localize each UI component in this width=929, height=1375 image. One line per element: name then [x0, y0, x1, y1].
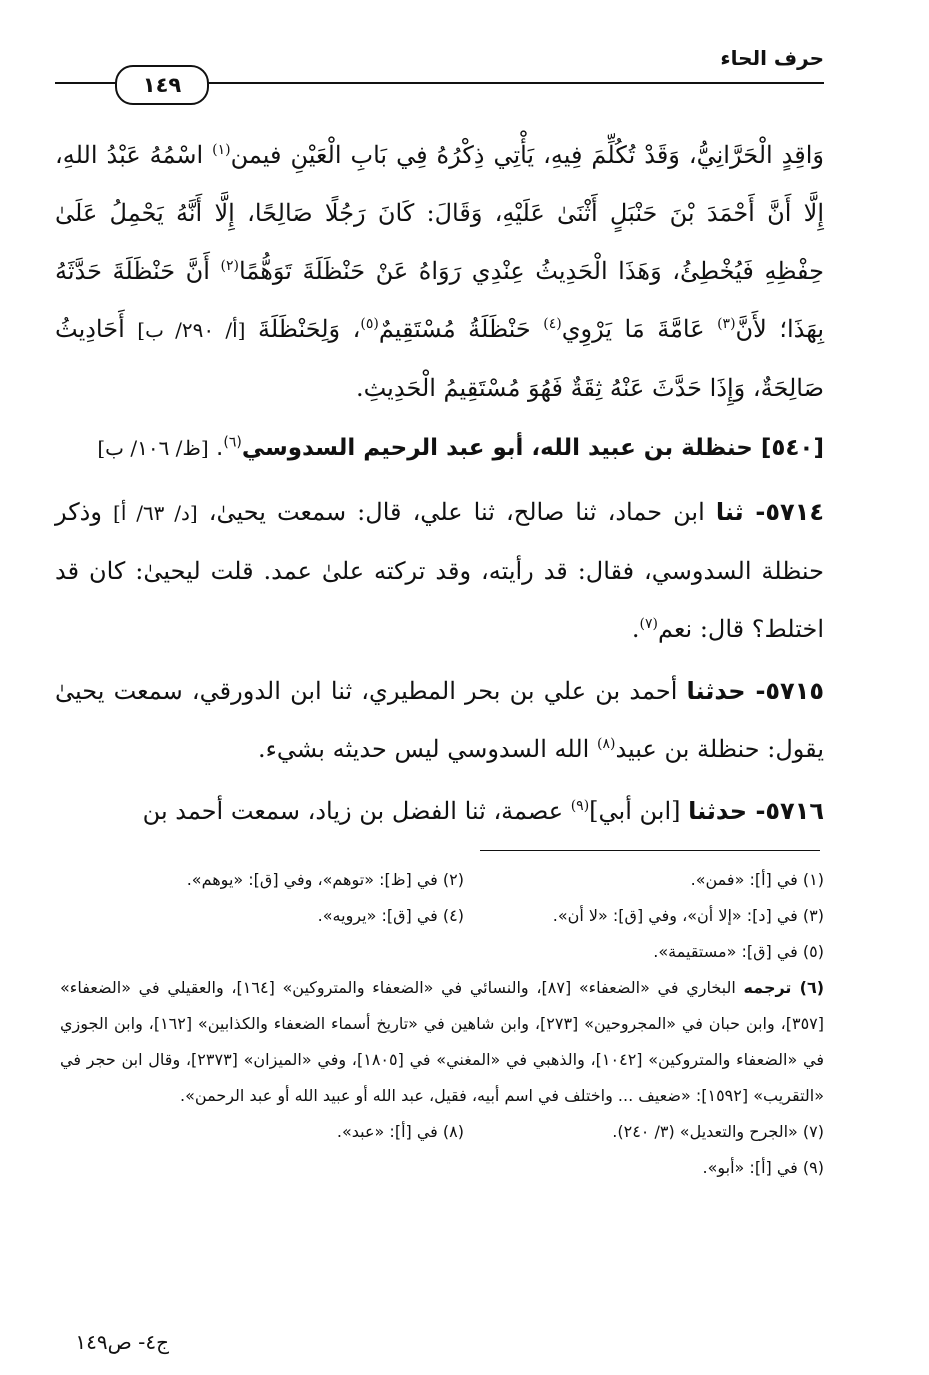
text-run: . — [631, 615, 640, 643]
text-run: اسْمُهُ عَبْدُ اللهِ، إِلَّا أَنَّ أَحْمَدَ بْنَ حَنْبَلٍ أَثْنَىٰ عَلَيْهِ، وَقَالَ: كَانَ رَجُلًا صَالِحًا، إِلَّا أَنَّهُ يَحْمِلُ عَلَىٰ حِفْظِهِ فَيُخْطِئُ، وَهَذَا الْحَدِيثُ عِنْدِي رَوَاهُ عَنْ حَنْظَلَةَ تَوَهُّمًا — [55, 141, 824, 285]
footnote-separator — [480, 850, 820, 851]
hadith-5716 — [55, 782, 824, 840]
text-run: وذكر حنظلة السدوسي، فقال: قد رأيته، وقد تركته علىٰ عمد. قلت ليحيىٰ: كان قد اختلط؟ قال: نعم — [55, 498, 824, 643]
manuscript-reference: [د/ ٦٣/ أ] — [113, 501, 198, 525]
text-run: أَحَادِيثُ صَالِحَةٌ، وَإِذَا حَدَّثَ عَنْهُ ثِقَةٌ فَهُوَ مُسْتَقِيمُ الْحَدِيثِ. — [55, 315, 824, 402]
text-run: أحمد بن علي بن بحر المطيري، ثنا ابن الدورقي، سمعت يحيىٰ يقول: حنظلة بن عبيد — [55, 677, 824, 763]
footnote-1: (١) في [أ]: «فمن». — [690, 870, 824, 889]
footnote-marker: (٣) — [717, 316, 736, 332]
footnote-8: (٨) في [أ]: «عبد». — [336, 1122, 464, 1141]
running-header-title: حرف الحاء — [720, 46, 824, 70]
text-run: أَنَّ حَنْظَلَةَ حَدَّثَهُ بِهَذَا؛ لأَنَّ — [55, 257, 824, 343]
main-text — [55, 126, 824, 840]
footnote-marker: (٧) — [639, 616, 658, 632]
footnote-4: (٤) في [ق]: «يرويه». — [317, 906, 464, 925]
text-run: عَامَّةَ مَا يَرْوِي — [561, 315, 718, 343]
manuscript-reference: [ظ/ ١٠٦/ ب] — [97, 436, 209, 460]
hadith-number: ٥٧١٤- ثنا — [715, 498, 824, 526]
footnote-row — [60, 898, 824, 934]
text-run: [ابن أبي] — [589, 797, 689, 825]
footnote-label: (٦) ترجمه — [743, 978, 825, 997]
paragraph-continuation — [55, 126, 824, 417]
footnote-marker: (٦) — [223, 434, 242, 451]
footnote-marker: (٢) — [220, 258, 240, 274]
footnote-marker: (١) — [212, 142, 231, 158]
footnote-5: (٥) في [ق]: «مستقيمة». — [653, 942, 824, 961]
text-run: عصمة، ثنا الفضل بن زياد، سمعت أحمد بن — [142, 797, 571, 825]
text-run: حَنْظَلَةُ مُسْتَقِيمٌ — [378, 315, 544, 343]
footnote-3: (٣) في [د]: «إلا أن»، وفي [ق]: «لا أن». — [552, 906, 824, 925]
page-number-badge: ١٤٩ — [115, 65, 209, 105]
footnote-text: البخاري في «الضعفاء» [٨٧]، والنسائي في «الضعفاء والمتروكين» [١٦٤]، والعقيلي في «الضعفاء» [٣٥٧]، وابن حبان في «المجروحين» [٢٧٣]، وابن شاهين في «تاريخ أسماء الضعفاء والكذابين» [١٦٢]، وابن الجوزي في «الضعفاء والمتروكين» [١٠٤٢]، والذهبي في «المغني» في [١٨٠٥]، وفي «الميزان» [٢٣٧٣]، وقال ابن حجر في «التقريب» [١٥٩٢]: «ضعيف ... واختلف في اسم أبيه، فقيل، عبد الله أو عبيد الله أو عبد الرحمن». — [60, 978, 825, 1105]
footnote-9: (٩) في [أ]: «أبو». — [702, 1158, 824, 1177]
hadith-5714 — [55, 483, 824, 658]
footnote-row — [60, 862, 824, 898]
entry-heading: [٥٤٠] حنظلة بن عبيد الله، أبو عبد الرحيم السدوسي$^{(٦)}$. [ظ/ ١٠٦/ ب] — [97, 434, 824, 461]
entry-title: [٥٤٠] حنظلة بن عبيد الله، أبو عبد الرحيم السدوسي — [241, 435, 824, 461]
hadith-number: ٥٧١٦- حدثنا — [688, 797, 824, 825]
page-footer: ج٤- ص١٤٩ — [75, 1330, 169, 1354]
text-run: ، وَلِحَنْظَلَةَ — [245, 315, 361, 343]
text-run: وَاقِدٍ الْحَرَّانِيُّ، وَقَدْ تُكُلِّمَ فِيهِ، يَأْتِي ذِكْرُهُ فِي بَابِ الْعَيْنِ فيمن — [230, 141, 824, 169]
footnote-marker: (٩) — [570, 798, 590, 814]
footnotes — [60, 862, 824, 1186]
footnote-6 — [60, 970, 824, 1114]
footnote-2: (٢) في [ظ]: «توهم»، وفي [ق]: «يوهم». — [186, 870, 464, 889]
footnote-marker: (٨) — [596, 736, 616, 752]
footnote-row — [60, 1114, 824, 1150]
hadith-number: ٥٧١٥- حدثنا — [686, 677, 824, 705]
hadith-5715 — [55, 662, 824, 778]
footnote-7: (٧) «الجرح والتعديل» (٣/ ٢٤٠). — [612, 1122, 824, 1141]
footnote-marker: (٤) — [543, 316, 562, 332]
text-run: ابن حماد، ثنا صالح، ثنا علي، قال: سمعت يحيىٰ، — [197, 498, 716, 526]
manuscript-reference: [أ/ ٢٩٠/ ب] — [137, 318, 246, 342]
footnote-marker: (٥) — [360, 316, 379, 332]
text-run: الله السدوسي ليس حديثه بشيء. — [257, 735, 597, 763]
